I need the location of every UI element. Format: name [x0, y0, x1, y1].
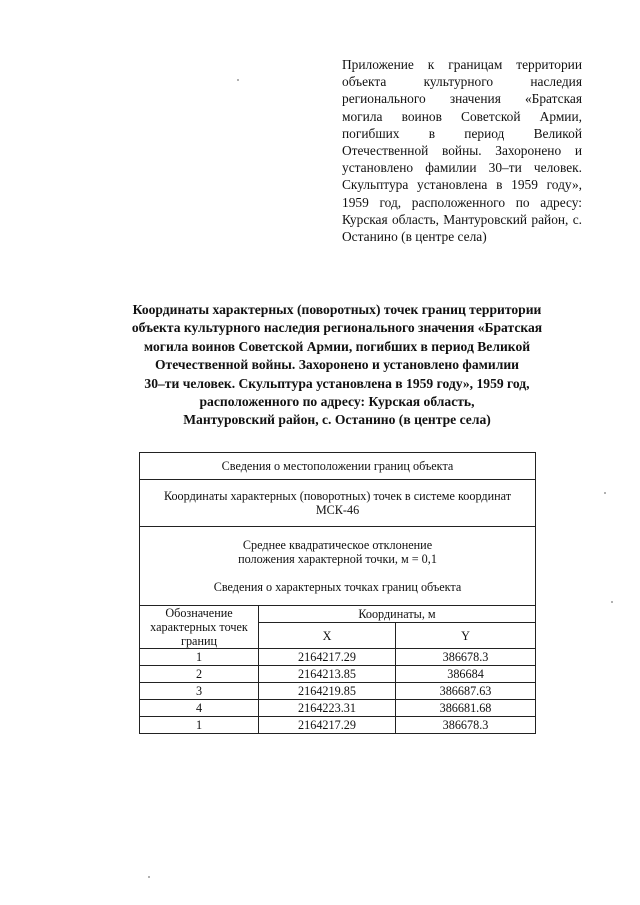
- coordinate-system-name: МСК-46: [315, 503, 360, 517]
- point-number: 4: [140, 700, 259, 717]
- point-number: 3: [140, 683, 259, 700]
- title-line: 30–ти человек. Скульптура установлена в 1959 году», 1959 год,: [144, 375, 530, 391]
- y-value: 386684: [396, 666, 536, 683]
- scan-speck: [237, 79, 239, 81]
- rmse-label: Среднее квадратическое отклонение: [242, 538, 433, 552]
- scan-speck: [611, 601, 613, 603]
- points-info: Сведения о характерных точках границ объекта: [213, 580, 462, 594]
- x-value: 2164223.31: [259, 700, 396, 717]
- document-title: [104, 301, 570, 430]
- rmse-value: положения характерной точки, м = 0,1: [238, 552, 437, 566]
- header-x: X: [259, 623, 396, 649]
- coordinates-table: [139, 452, 536, 734]
- y-value: 386681.68: [396, 700, 536, 717]
- x-value: 2164213.85: [259, 666, 396, 683]
- title-line: Мантуровский район, с. Останино (в центре села): [183, 412, 491, 428]
- y-value: 386678.3: [396, 649, 536, 666]
- coordinate-system-text: Координаты характерных (поворотных) точек в системе координат: [163, 489, 512, 503]
- header-y: Y: [396, 623, 536, 649]
- coordinate-system-cell: [140, 480, 536, 527]
- title-line: могила воинов Советской Армии, погибших в период Великой: [143, 338, 531, 354]
- title-line: Координаты характерных (поворотных) точек границ территории: [132, 302, 542, 317]
- table-row: [140, 453, 536, 480]
- y-value: 386687.63: [396, 683, 536, 700]
- table-row: [140, 527, 536, 606]
- table-row: [140, 700, 536, 717]
- table-row: [140, 480, 536, 527]
- y-value: 386678.3: [396, 717, 536, 734]
- header-coordinates: Координаты, м: [259, 606, 536, 623]
- x-value: 2164217.29: [259, 717, 396, 734]
- annex-note: Приложение к границам территории объекта культурного наследия регионального значения «Братская могила воинов Советской Армии, погибших в период Великой Отечественной войны. Захоронено и установлено фамилии 30–ти человек. Скульптура установлена в 1959 году», 1959 год, расположенного по адресу: Курская область, Мантуровский район, с. Останино (в центре села): [342, 57, 582, 245]
- point-number: 2: [140, 666, 259, 683]
- x-value: 2164219.85: [259, 683, 396, 700]
- table-row: [140, 649, 536, 666]
- table-row: [140, 683, 536, 700]
- title-line: объекта культурного наследия регионального значения «Братская: [131, 320, 543, 336]
- header-designation: Обозначение характерных точек границ: [140, 606, 259, 649]
- title-line: Отечественной войны. Захоронено и установлено фамилии: [154, 357, 520, 373]
- scan-speck: [604, 492, 606, 494]
- location-info-cell: Сведения о местоположении границ объекта: [140, 453, 536, 480]
- table-row: [140, 717, 536, 734]
- point-number: 1: [140, 717, 259, 734]
- table-header-row: [140, 606, 536, 623]
- x-value: 2164217.29: [259, 649, 396, 666]
- scan-speck: [148, 876, 150, 878]
- table-row: [140, 666, 536, 683]
- title-line: расположенного по адресу: Курская область,: [199, 394, 475, 410]
- accuracy-cell: [140, 527, 536, 606]
- point-number: 1: [140, 649, 259, 666]
